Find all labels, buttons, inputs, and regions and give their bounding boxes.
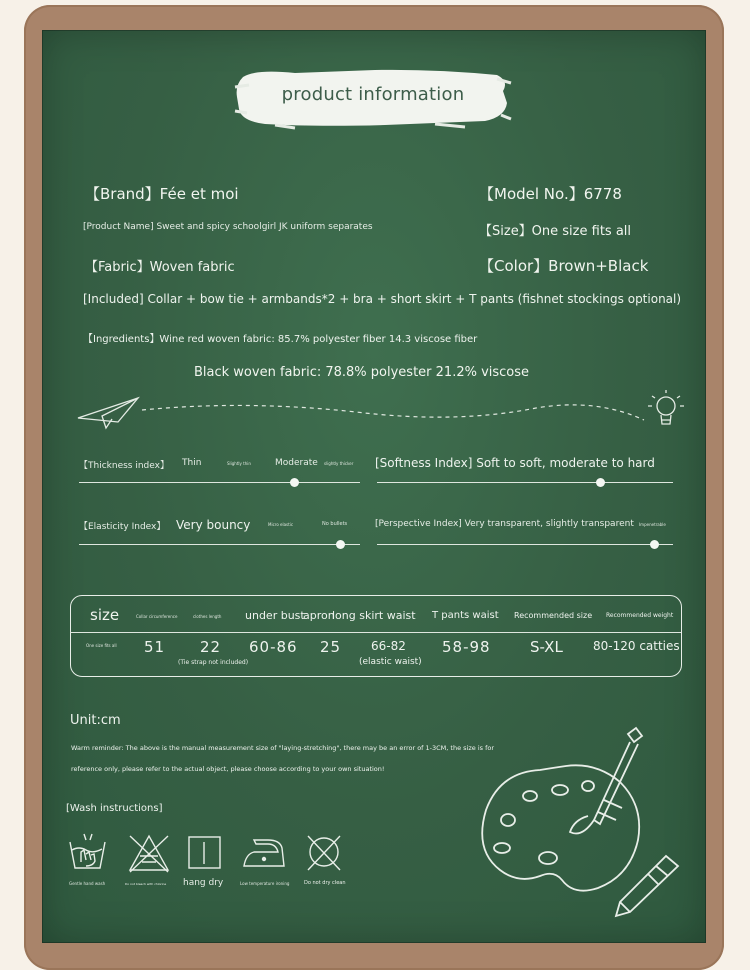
thickness-label: 【Thickness index】 bbox=[79, 461, 169, 471]
softness-marker bbox=[596, 478, 605, 487]
do-not-bleach-icon bbox=[130, 836, 168, 872]
elasticity-marker bbox=[336, 540, 345, 549]
value-rec-size: S-XL bbox=[530, 638, 563, 656]
hang-dry-icon bbox=[189, 837, 220, 868]
page-title: product information bbox=[281, 84, 465, 105]
value-rec-weight: 80-120 catties bbox=[593, 639, 680, 653]
under-bust-header: under bust bbox=[245, 609, 305, 622]
wash-label-no-bleach: Do not bleach with chlorine bbox=[125, 882, 167, 886]
t-pants-waist-header: T pants waist bbox=[432, 610, 499, 621]
art-palette-drawing bbox=[470, 720, 690, 920]
perspective-track bbox=[377, 544, 673, 545]
hand-wash-icon bbox=[70, 834, 105, 868]
collar-header: Collar circumference bbox=[136, 614, 178, 619]
apron-header: apron bbox=[303, 609, 335, 622]
softness-track bbox=[377, 482, 673, 483]
size-text: 【Size】One size fits all bbox=[479, 224, 632, 239]
thickness-track bbox=[79, 482, 360, 483]
fabric-text: 【Fabric】Woven fabric bbox=[85, 260, 235, 275]
value-skirt-waist: 66-82 bbox=[371, 639, 406, 653]
palette-icon bbox=[482, 765, 639, 890]
size-table-divider bbox=[70, 632, 681, 633]
row-label: One size fits all bbox=[86, 643, 117, 648]
long-skirt-waist-header: long skirt waist bbox=[332, 609, 416, 622]
unit-label: Unit:cm bbox=[70, 713, 121, 728]
value-apron: 25 bbox=[320, 638, 342, 656]
recommended-size-header: Recommended size bbox=[514, 611, 593, 620]
thickness-opt-thin: Thin bbox=[182, 458, 202, 468]
iron-low-icon bbox=[244, 840, 284, 866]
reminder-line-1: Warm reminder: The above is the manual measurement size of "laying-stretching", there may be an error of 1-3CM, the size is for bbox=[71, 744, 495, 752]
product-name-text: [Product Name] Sweet and spicy schoolgirl JK uniform separates bbox=[83, 222, 373, 232]
elasticity-track bbox=[79, 544, 360, 545]
wash-label-no-dry-clean: Do not dry clean bbox=[304, 880, 346, 886]
thickness-opt-moderate: Moderate bbox=[275, 458, 318, 468]
ingredients-text: 【Ingredients】Wine red woven fabric: 85.7% polyester fiber 14.3 viscose fiber bbox=[83, 334, 478, 345]
clothes-length-header: clothes length bbox=[193, 614, 222, 619]
recommended-weight-header: Recommended weight bbox=[606, 612, 674, 619]
do-not-dry-clean-icon bbox=[308, 836, 340, 870]
value-bust: 60-86 bbox=[249, 638, 298, 656]
value-collar: 51 bbox=[144, 638, 166, 656]
reminder-line-2: reference only, please refer to the actual object, please choose according to your own situation! bbox=[71, 765, 385, 773]
pencil-icon bbox=[616, 856, 678, 916]
lightbulb-icon bbox=[648, 390, 684, 424]
perspective-label: [Perspective Index] Very transparent, slightly transparent bbox=[375, 519, 634, 529]
wash-icons bbox=[66, 832, 356, 876]
value-length: 22 bbox=[200, 638, 222, 656]
paper-plane-icon bbox=[78, 398, 138, 428]
color-text: 【Color】Brown+Black bbox=[479, 257, 649, 275]
paintbrush-icon bbox=[570, 728, 642, 834]
elasticity-opt-very-bouncy: Very bouncy bbox=[176, 518, 251, 532]
note-waist: (elastic waist) bbox=[359, 657, 422, 667]
elasticity-label: 【Elasticity Index】 bbox=[79, 522, 166, 532]
model-text: 【Model No.】6778 bbox=[479, 185, 622, 203]
softness-label: [Softness Index] Soft to soft, moderate to hard bbox=[375, 456, 655, 470]
note-length: (Tie strap not included) bbox=[178, 659, 249, 666]
thickness-opt-slightly-thicker: slightly thicker bbox=[324, 461, 354, 466]
decor-plane-path bbox=[76, 388, 686, 434]
size-header: size bbox=[90, 606, 120, 624]
brand-text: 【Brand】Fée et moi bbox=[85, 185, 239, 203]
ingredients-text-2: Black woven fabric: 78.8% polyester 21.2% viscose bbox=[194, 365, 530, 380]
elasticity-opt-micro-elastic: Micro elastic bbox=[268, 522, 294, 527]
perspective-opt-impenetrable: Impenetrable bbox=[639, 522, 666, 527]
wash-label-iron: Low temperature ironing bbox=[240, 881, 290, 886]
wash-title: [Wash instructions] bbox=[66, 803, 163, 814]
thickness-opt-slightly-thin: Slightly thin bbox=[227, 461, 251, 466]
included-text: [Included] Collar + bow tie + armbands*2 + bra + short skirt + T pants (fishnet stockings optional) bbox=[83, 292, 682, 306]
elasticity-opt-no-bullets: No bullets bbox=[322, 521, 348, 527]
wash-label-hang-dry: hang dry bbox=[183, 878, 224, 888]
thickness-marker bbox=[290, 478, 299, 487]
perspective-marker bbox=[650, 540, 659, 549]
wash-label-hand-wash: Gentle hand wash bbox=[69, 881, 106, 886]
value-t-pants: 58-98 bbox=[442, 638, 491, 656]
